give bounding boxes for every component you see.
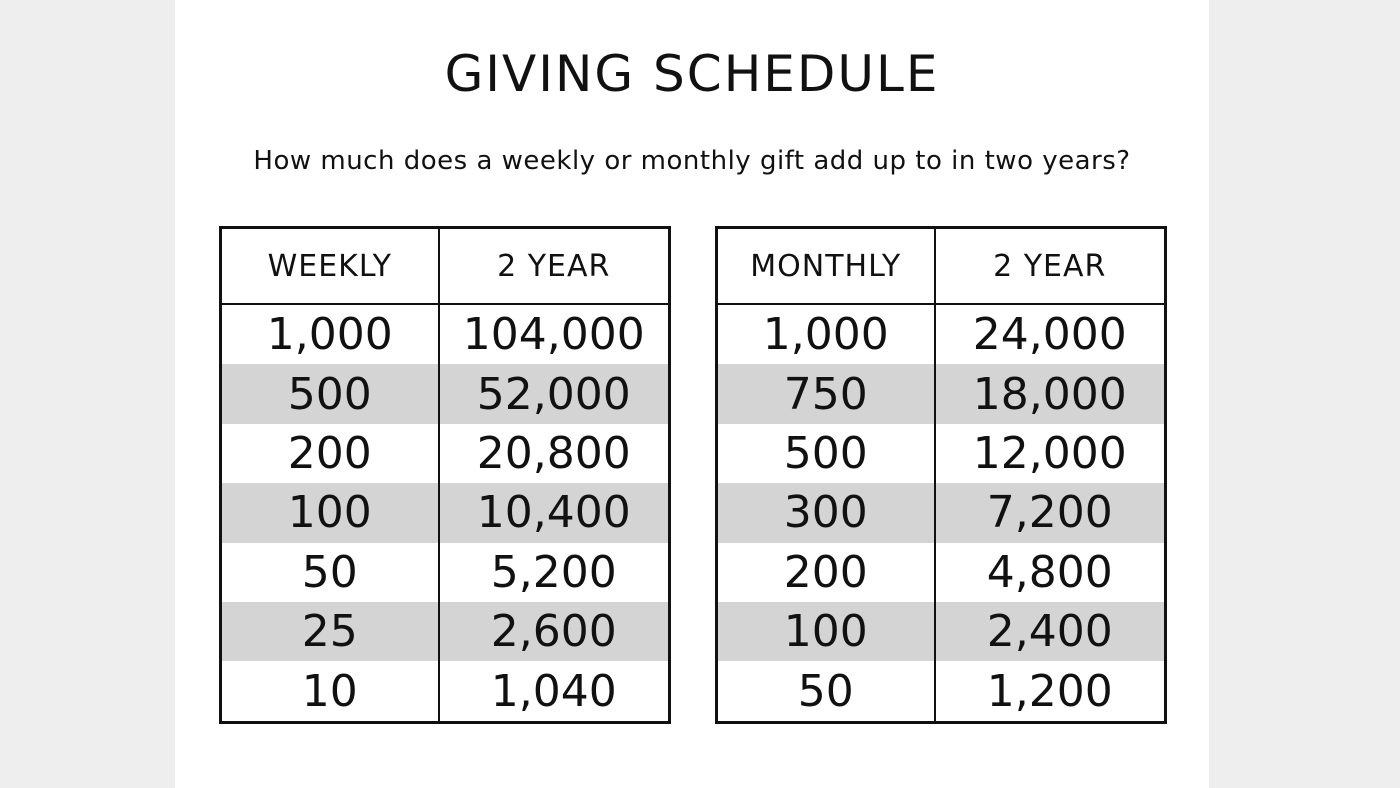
table-row	[221, 543, 670, 602]
monthly-giving-table	[715, 226, 1167, 724]
monthly-amount: 50	[717, 661, 935, 722]
monthly-amount: 750	[717, 364, 935, 423]
column-header-monthly: MONTHLY	[717, 228, 935, 305]
column-header-2-year: 2 YEAR	[935, 228, 1166, 305]
two-year-total: 1,040	[490, 665, 617, 717]
two-year-total: 18,000	[935, 364, 1166, 423]
table-row	[717, 304, 1166, 364]
two-year-total: 20,800	[476, 427, 631, 479]
two-year-total: 2,400	[935, 602, 1166, 661]
table-row	[717, 364, 1166, 423]
weekly-amount: 10	[221, 661, 439, 722]
slide	[175, 0, 1209, 788]
table-row	[717, 424, 1166, 483]
table-row	[717, 602, 1166, 661]
table-row	[221, 424, 670, 483]
table-header-row	[221, 228, 670, 305]
table-row	[221, 602, 670, 661]
two-year-total: 52,000	[439, 364, 670, 423]
monthly-amount: 100	[717, 602, 935, 661]
two-year-total: 10,400	[439, 483, 670, 542]
two-year-total: 4,800	[986, 546, 1113, 598]
weekly-amount: 50	[221, 543, 439, 602]
two-year-total: 24,000	[972, 309, 1127, 361]
column-header-weekly: WEEKLY	[221, 228, 439, 305]
table-row	[717, 483, 1166, 542]
two-year-total: 104,000	[462, 309, 645, 361]
weekly-amount: 1,000	[221, 304, 439, 364]
two-year-total: 2,600	[439, 602, 670, 661]
column-header-2-year: 2 YEAR	[439, 228, 670, 305]
table-header-row	[717, 228, 1166, 305]
weekly-amount: 25	[221, 602, 439, 661]
two-year-total: 12,000	[972, 427, 1127, 479]
weekly-amount: 100	[221, 483, 439, 542]
two-year-total: 5,200	[490, 546, 617, 598]
table-row	[221, 304, 670, 364]
weekly-amount: 500	[221, 364, 439, 423]
two-year-total: 7,200	[935, 483, 1166, 542]
table-row	[221, 483, 670, 542]
table-row	[221, 364, 670, 423]
weekly-amount: 200	[221, 424, 439, 483]
monthly-amount: 200	[717, 543, 935, 602]
two-year-total: 1,200	[986, 665, 1113, 717]
table-row	[717, 543, 1166, 602]
monthly-amount: 300	[717, 483, 935, 542]
table-row	[717, 661, 1166, 722]
page-subtitle: How much does a weekly or monthly gift add up to in two years?	[253, 146, 1131, 176]
monthly-amount: 1,000	[717, 304, 935, 364]
weekly-giving-table	[219, 226, 671, 724]
page-title: GIVING SCHEDULE	[444, 45, 940, 103]
table-row	[221, 661, 670, 722]
monthly-amount: 500	[717, 424, 935, 483]
